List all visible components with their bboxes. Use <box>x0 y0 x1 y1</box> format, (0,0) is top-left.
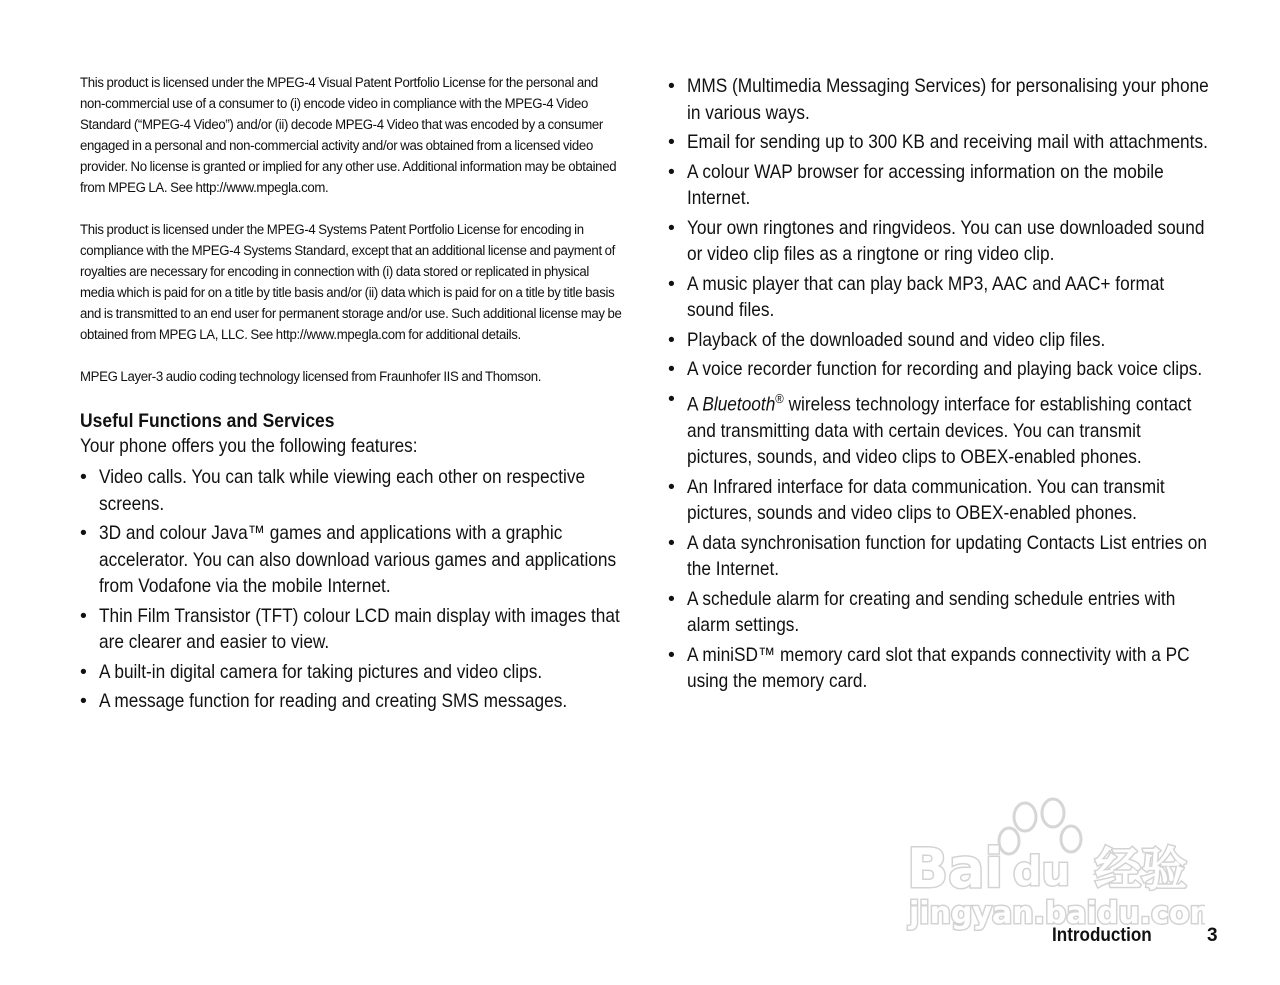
bullet-icon: • <box>668 75 675 97</box>
list-item-text: 3D and colour Java™ games and applications with a graphic accelerator. You can also download various games and applications from Vodafone via the mobile Internet. <box>99 522 617 597</box>
watermark-brand-du: du <box>1013 849 1071 895</box>
list-item <box>668 327 1213 354</box>
list-item <box>668 642 1213 695</box>
list-item-text: A data synchronisation function for updating Contacts List entries on the Internet. <box>687 531 1207 580</box>
bullet-icon: • <box>80 466 87 488</box>
list-item <box>80 659 625 686</box>
bullet-icon: • <box>668 358 675 380</box>
bullet-icon: • <box>668 131 675 153</box>
list-item <box>80 603 625 656</box>
bullet-icon: • <box>668 160 675 183</box>
bullet-icon: • <box>80 690 87 712</box>
list-item-text: An Infrared interface for data communication. You can transmit pictures, sounds and video clips to OBEX-enabled phones. <box>687 475 1165 524</box>
footer-section-label: Introduction <box>1052 925 1152 946</box>
list-item <box>668 530 1213 583</box>
watermark-cn: 经验 <box>1095 842 1187 896</box>
list-item-text: Video calls. You can talk while viewing each other on respective screens. <box>99 466 586 515</box>
watermark-url: jingyan.baidu.com <box>909 896 1205 931</box>
list-item <box>668 356 1213 383</box>
baidu-jingyan-watermark <box>905 795 1205 935</box>
list-item-bluetooth <box>668 386 1213 471</box>
list-item <box>668 73 1213 126</box>
bullet-icon: • <box>668 531 675 554</box>
bullet-icon: • <box>668 643 675 666</box>
bullet-icon: • <box>668 272 675 295</box>
list-item-text <box>687 386 1209 471</box>
list-item-text: A schedule alarm for creating and sending schedule entries with alarm settings. <box>687 587 1176 636</box>
legal-paragraph-visual: This product is licensed under the MPEG-4 Visual Patent Portfolio License for the personal and non-commercial use of a consumer to (i) encode video in compliance with the MPEG-4 Video Standard (“MPEG-4 Video”) and/or (ii) decode MPEG-4 Video that was encoded by a consumer engaged in a personal and non-commercial activity and/or was obtained from a licensed video provider. No license is granted or implied for any other use. Additional information may be obtained from MPEG LA. See http://www.mpegla.com. <box>80 75 617 196</box>
list-item <box>668 129 1213 156</box>
list-item-text: Thin Film Transistor (TFT) colour LCD main display with images that are clearer and easier to view. <box>99 604 620 653</box>
feature-list-right <box>668 73 1213 695</box>
list-item <box>668 271 1213 324</box>
bluetooth-rest: wireless technology interface for establishing contact and transmitting data with certain devices. You can transmit pictures, sounds, and video clips to OBEX-enabled phones. <box>687 393 1192 468</box>
list-item <box>80 520 625 600</box>
bullet-icon: • <box>668 216 675 239</box>
bluetooth-brand: Bluetooth <box>702 393 776 415</box>
registered-mark: ® <box>775 390 784 406</box>
section-heading: Useful Functions and Services <box>80 411 335 432</box>
list-item-text: A built-in digital camera for taking pictures and video clips. <box>99 660 543 683</box>
list-item <box>668 474 1213 527</box>
list-item-text: Playback of the downloaded sound and video clip files. <box>687 328 1106 351</box>
list-item-text: A colour WAP browser for accessing information on the mobile Internet. <box>687 160 1164 209</box>
list-item-text: Email for sending up to 300 KB and receiving mail with attachments. <box>687 131 1208 153</box>
bluetooth-prefix: A <box>687 393 703 415</box>
bullet-icon: • <box>668 475 675 498</box>
list-item <box>668 159 1213 212</box>
page-number: 3 <box>1207 925 1218 946</box>
right-column <box>668 73 1213 698</box>
list-item-text: A voice recorder function for recording and playing back voice clips. <box>687 358 1203 380</box>
list-item <box>80 464 625 517</box>
section-intro: Your phone offers you the following features: <box>80 436 418 457</box>
bullet-icon: • <box>668 387 675 410</box>
left-column <box>80 73 625 718</box>
list-item-text: A miniSD™ memory card slot that expands connectivity with a PC using the memory card. <box>687 643 1190 692</box>
bullet-icon: • <box>80 604 87 627</box>
watermark-brand: Bai <box>907 837 1004 900</box>
bullet-icon: • <box>80 660 87 683</box>
baidu-paw-logo-icon <box>905 795 1205 935</box>
list-item-text: A music player that can play back MP3, AAC and AAC+ format sound files. <box>687 272 1165 321</box>
list-item <box>668 586 1213 639</box>
list-item-text: Your own ringtones and ringvideos. You can use downloaded sound or video clip files as a ringtone or ring video clip. <box>687 216 1205 265</box>
legal-paragraph-systems: This product is licensed under the MPEG-4 Systems Patent Portfolio License for encoding in compliance with the MPEG-4 Systems Standard, except that an additional license and payment of royalties are necessary for encoding in connection with (i) data stored or replicated in physical media which is paid for on a title by title basis and/or (ii) data which is paid for on a title by title basis and is transmitted to an end user for permanent storage and/or use. Such additional license may be obtained from MPEG LA, LLC. See http://www.mpegla.com for additional details. <box>80 222 622 343</box>
bullet-icon: • <box>668 328 675 351</box>
legal-paragraph-mp3: MPEG Layer-3 audio coding technology licensed from Fraunhofer IIS and Thomson. <box>80 369 542 385</box>
list-item <box>668 215 1213 268</box>
feature-list-left <box>80 464 625 715</box>
bullet-icon: • <box>668 587 675 610</box>
bullet-icon: • <box>80 522 87 544</box>
list-item-text: A message function for reading and creating SMS messages. <box>99 690 568 712</box>
list-item <box>80 688 625 715</box>
list-item-text: MMS (Multimedia Messaging Services) for personalising your phone in various ways. <box>687 75 1209 124</box>
